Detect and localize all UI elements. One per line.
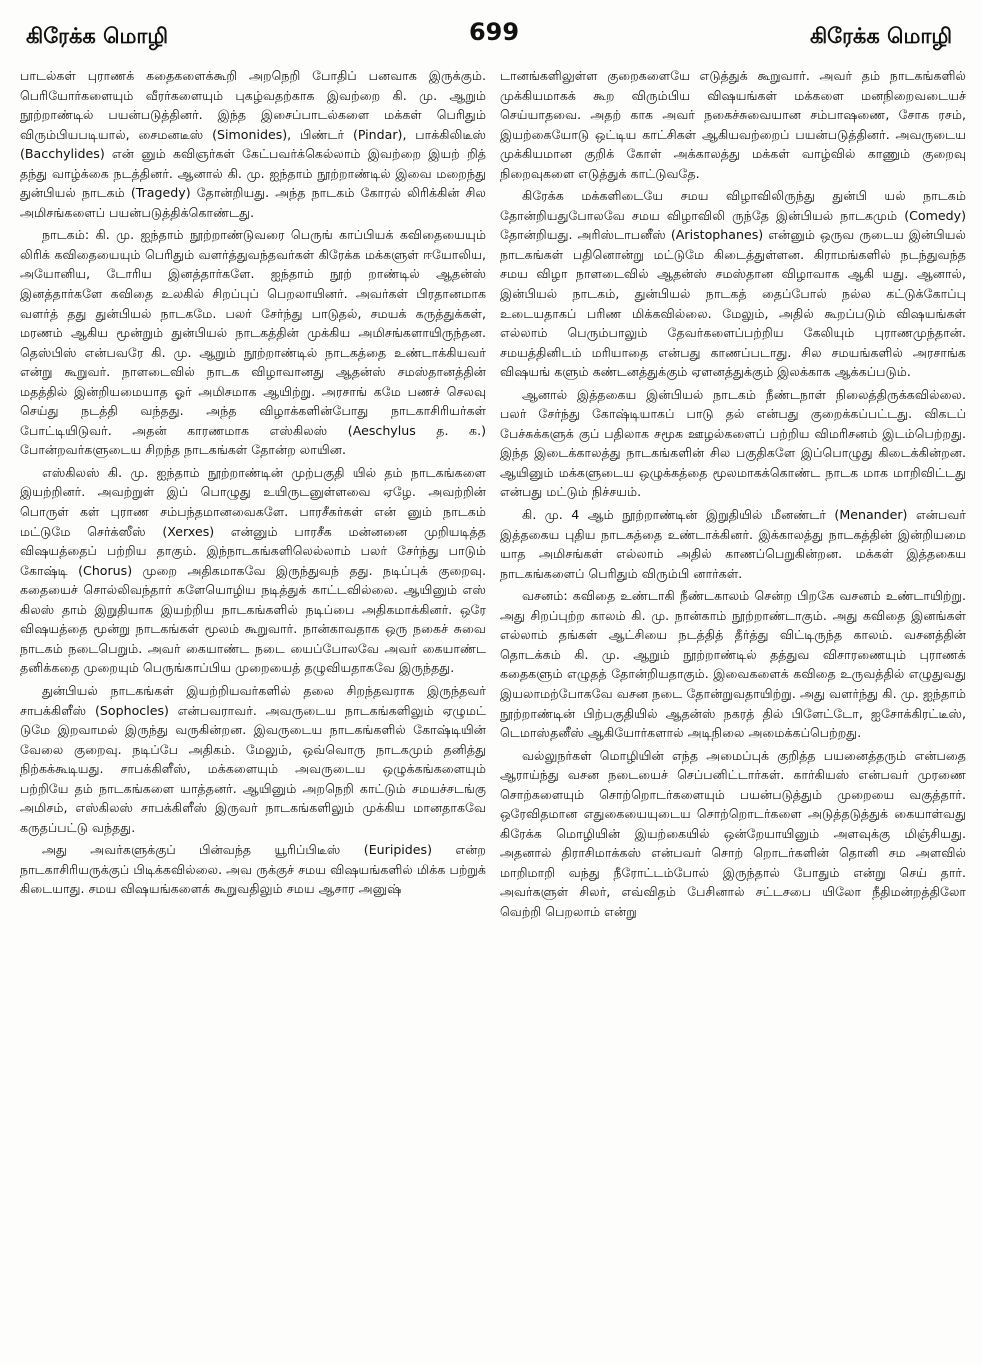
right-column bbox=[500, 66, 966, 1361]
paragraph: வசனம்: கவிதை உண்டாகி நீண்டகாலம் சென்ற பிறகே வசனம் உண்டாயிற்று. அது சிறப்புற்ற காலம் கி. மு. நான்காம் நூற்றாண்டாகும். அது கவிதை இனங்கள் எல்லாம் தங்கள் ஆட்சியை நடத்தித் தீர்த்து விட்டிருந்த காலம். வசனத்தின் தொடக்கம் கி. மு. ஆறும் நூற்றாண்டில் தத்துவ விசாரணையும் புராணக் கதைகளும் எழுதத் தோன்றியதாகும். இவைகளைக் கவிதை உருவத்தில் எழுதுவது இயலாமற்போகவே வசன நடை தோன்றுவதாயிற்று. அது வளர்ந்து கி. மு. ஐந்தாம் நூற்றாண்டின் பிற்பகுதியில் ஆதன்ஸ் நகரத் தில் பிளேட்டோ, ஐசோக்கிரட்டீஸ், டெமாஸ்தனீஸ் ஆகியோர்களால் அடிநிலை அமைக்கப்பெற்றது. bbox=[500, 588, 966, 741]
paragraph: அது அவர்களுக்குப் பின்வந்த யூரிப்பிடீஸ் (Euripides) என்ற நாடகாசிரியருக்குப் பிடிக்கவில்லை. அவ ருக்குச் சமய விஷயங்களில் மிக்க பற்றுக் கிடையாது. சமய விஷயங்களைக் கூறுவதிலும் சமய ஆசார அனுஷ் bbox=[20, 842, 486, 897]
paragraph: நாடகம்: கி. மு. ஐந்தாம் நூற்றாண்டுவரை பெருங் காப்பியக் கவிதையையும் லிரிக் கவிதையையும் பெரிதும் வளர்த்துவந்தவர்கள் கிரேக்க மக்களுள் ஈயோலிய, அயோனிய, டோரிய இனத்தார்களே. ஐந்தாம் நூற் றாண்டில் ஆதன்ஸ் இனத்தார்களே கவிதை உலகில் சிறப்புப் பெறலாயினர். அவர்கள் பிரதானமாக வளர்த் தது துன்பியல் நாடகமே. பலர் சேர்ந்து பாடுதல், சமயக் கருத்துக்கள், மரணம் ஆகிய மூன்றும் துன்பியல் நாடகத்தின் முக்கிய அமிசங்களாயிருந்தன. தெஸ்பிஸ் என்பவரே கி. மு. ஆறும் நூற்றாண்டில் நாடகத்தை உண்டாக்கியவர் என்று கூறுவர். நாளடைவில் நாடக விழாவானது ஆதன்ஸ் சமஸ்தானத்தின் மதத்தில் இன்றியமையாத ஓர் அமிசமாக ஆயிற்று. அரசாங் கமே பணச் செலவு செய்து நடத்தி வந்தது. அந்த விழாக்களின்போது நாடகாசிரியர்கள் போட்டியிடுவர். அதன் காரணமாக எஸ்கிலஸ் (Aeschylus த. க.) போன்றவர்களுடைய சிறந்த நாடகங்கள் தோன்ற லாயின. bbox=[20, 227, 486, 458]
running-title-right: கிரேக்க மொழி bbox=[809, 24, 952, 48]
page-number: 699 bbox=[468, 18, 520, 46]
two-column-body bbox=[20, 66, 968, 1361]
left-column bbox=[20, 66, 486, 1361]
paragraph: டானங்களிலுள்ள குறைகளையே எடுத்துக் கூறுவார். அவர் தம் நாடகங்களில் முக்கியமாகக் கூற விரும்பிய விஷயங்கள் மக்களை மனநிறைவடையச் செய்யாதவை. அதற் காக அவர் நகைச்சுவையான சம்பாஷணை, சோக ரசம், இயற்கையோடு ஒட்டிய காட்சிகள் ஆகியவற்றைப் பயன்படுத்தினர். அவருடைய முக்கியமான குறிக் கோள் அக்காலத்து மக்கள் வாழ்வில் காணும் குறைவு நிறைவுகளை எடுத்துக் காட்டுவதே. bbox=[500, 68, 966, 181]
paragraph: ஆனால் இத்தகைய இன்பியல் நாடகம் நீண்டநாள் நிலைத்திருக்கவில்லை. பலர் சேர்ந்து கோஷ்டியாகப் பாடு தல் என்பது குறைக்கப்பட்டது. விகடப் பேச்சுக்களுக் குப் பதிலாக சமூக ஊழல்களைப் பற்றிய விமரிசனம் இடம்பெற்றது. இந்த இடைக்காலத்து நாடகங்களின் சில பகுதிகளே இப்பொழுது கிடைக்கின்றன. ஆயினும் மக்களுடைய ஒழுக்கத்தை மூலமாகக்கொண்ட நாடக மாக மாறிவிட்டது என்பது மட்டும் நிச்சயம். bbox=[500, 386, 966, 500]
paragraph: துன்பியல் நாடகங்கள் இயற்றியவர்களில் தலை சிறந்தவராக இருந்தவர் சாபக்கிளீஸ் (Sophocles) என்பவராவர். அவருடைய நாடகங்களிலும் ஏழுமட் டுமே இறவாமல் இருந்து வருகின்றன. இவருடைய நாடகங்களில் கோஷ்டியின் வேலை குறைவு. நடிப்பே அதிகம். மேலும், ஒவ்வொரு நாடகமும் தனித்து நிற்கக்கூடியது. சாபக்கிளீஸ், மக்களையும் அவருடைய ஒழுக்கங்களையும் பற்றியே தம் நாடகங்களை யாத்தனர். ஆயினும் அறநெறி காட்டும் சமயச்சடங்கு அமிசம், எஸ்கிலஸ் சாபக்கிளீஸ் இருவர் நாடகங்களிலும் முக்கிய மானதாகவே கருதப்பட்டு வந்தது. bbox=[20, 682, 486, 835]
paragraph: பாடல்கள் புராணக் கதைகளைக்கூறி அறநெறி போதிப் பனவாக இருக்கும். பெரியோர்களையும் வீரர்களையும் புகழ்வதற்காக இவற்றை கி. மு. ஆறும் நூற்றாண்டில் பயன்படுத்தினர். இந்த இசைப்பாடல்களை மக்கள் பெரிதும் விரும்பியபடியால், சைமனடீஸ் (Simonides), பிண்டர் (Pindar), பாக்கிலிடீஸ் (Bacchylides) என் னும் கவிஞர்கள் கேட்பவர்க்கெல்லாம் இவற்றை இயற் றித் தந்து வாழ்க்கை நடத்தினர். ஆனால் கி. மு. ஐந்தாம் நூற்றாண்டில் இவை மறைந்து துன்பியல் நாடகம் (Tragedy) தோன்றியது. அந்த நாடகம் கோரல் லிரிக்கின் சில அமிசங்களைப் பயன்படுத்திக்கொண்டது. bbox=[20, 68, 486, 220]
paragraph: வல்லுநர்கள் மொழியின் எந்த அமைப்புக் குறித்த பயனைத்தரும் என்பதை ஆராய்ந்து வசன நடையைச் செப்பனிட்டார்கள். கார்கியஸ் என்பவர் முரணை சொற்களையும் சொற்றொடர்களையும் பயன்படுத்தும் முறையை வகுத்தார். ஒரேவிதமான எதுகையையுடைய சொற்றொடர்களை அடுத்தடுத்துக் கையாள்வது கிரேக்க மொழியின் இயற்கையில் ஒன்றேயாயினும் அளவுக்கு மிஞ்சியது. அதனால் திராசிமாக்கஸ் என்பவர் சொற் றொடர்களின் தொனி சம அளவில் மாறிமாறி வந்து நீரோட்டம்போல் இருந்தால் போதும் என்று செய் தார். அவர்களுள் சிலர், எவ்விதம் பேசினால் சட்டசபை யிலோ நீதிமன்றத்திலோ வெற்றி பெறலாம் என்று bbox=[500, 747, 966, 919]
paragraph: கி. மு. 4 ஆம் நூற்றாண்டின் இறுதியில் மீனண்டர் (Menander) என்பவர் இத்தகைய புதிய நாடகத்தை உண்டாக்கினர். இக்காலத்து நாடகத்தின் இன்றியமை யாத அமிசங்கள் எல்லாம் அதில் காணப்பெறுகின்றன. மக்கள் இத்தகைய நாடகங்களைப் பெரிதும் விரும்பி னார்கள். bbox=[500, 507, 966, 581]
running-title-left: கிரேக்க மொழி bbox=[26, 24, 169, 48]
paragraph: எஸ்கிலஸ் கி. மு. ஐந்தாம் நூற்றாண்டின் முற்பகுதி யில் தம் நாடகங்களை இயற்றினர். அவற்றுள் இப் பொழுது உயிருடனுள்ளவை ஏழே. அவற்றின் பொருள் கள் புராண சம்பந்தமானவைகளே. பாரசீகர்கள் என் னும் நாடகம் மட்டுமே செர்க்ஸீஸ் (Xerxes) என்னும் பாரசீக மன்னனை முறியடித்த விஷயத்தைப் பற்றிய தாகும். இந்நாடகங்களிலெல்லாம் பலர் சேர்ந்து பாடும் கோஷ்டி (Chorus) முறை அதிகமாகவே இருந்துவந் தது. நடிப்புக் குறைவு. கதையைச் சொல்லிவந்தார் களேயொழிய நடித்துக் காட்டவில்லை. ஆயினும் எஸ் கிலஸ் தாம் இறுதியாக இயற்றிய நாடகங்களில் நடிப்பை அதிகமாக்கினர். ஒரே விஷயத்தை மூன்று நாடகங்கள் மூலம் கூறுவார். நான்காவதாக ஒரு நகைச் சுவை நாடகம் நடைபெறும். அவர் கையாண்ட நடை யைப்போலவே அவர் கையாண்ட தனிக்கதை முறையும் பெருங்காப்பிய முறையைத் தழுவியதாகவே இருந்தது. bbox=[20, 464, 486, 676]
paragraph: கிரேக்க மக்களிடையே சமய விழாவிலிருந்து துன்பி யல் நாடகம் தோன்றியதுபோலவே சமய விழாவிலி ருந்தே இன்பியல் நாடகமும் (Comedy) தோன்றியது. அரிஸ்டாபனீஸ் (Aristophanes) என்னும் ஒருவ ருடைய இன்பியல் நாடகங்கள் பதினொன்று மட்டுமே கிடைத்துள்ளன. கிராமங்களில் நடந்துவந்த சமய விழா நாளடைவில் ஆதன்ஸ் சமஸ்தான விழாவாக ஆகி யது. ஆனால், இன்பியல் நாடகம், துன்பியல் நாடகத் தைப்போல் நல்ல கட்டுக்கோப்பு உடையதாகப் பரிண மிக்கவில்லை. மேலும், அதில் கூறப்படும் விஷயங்கள் எல்லாம் பெரும்பாலும் தேவர்களைப்பற்றிய கேலியும் புராணமுந்தான். சமயத்தினிடம் மரியாதை என்பது காணப்படாது. சில சமயங்களில் அரசாங்க விஷயங் களும் கண்டனத்துக்கும் ஏளனத்துக்கும் இலக்காக ஆக்கப்படும். bbox=[500, 188, 966, 380]
page-header bbox=[20, 18, 968, 62]
